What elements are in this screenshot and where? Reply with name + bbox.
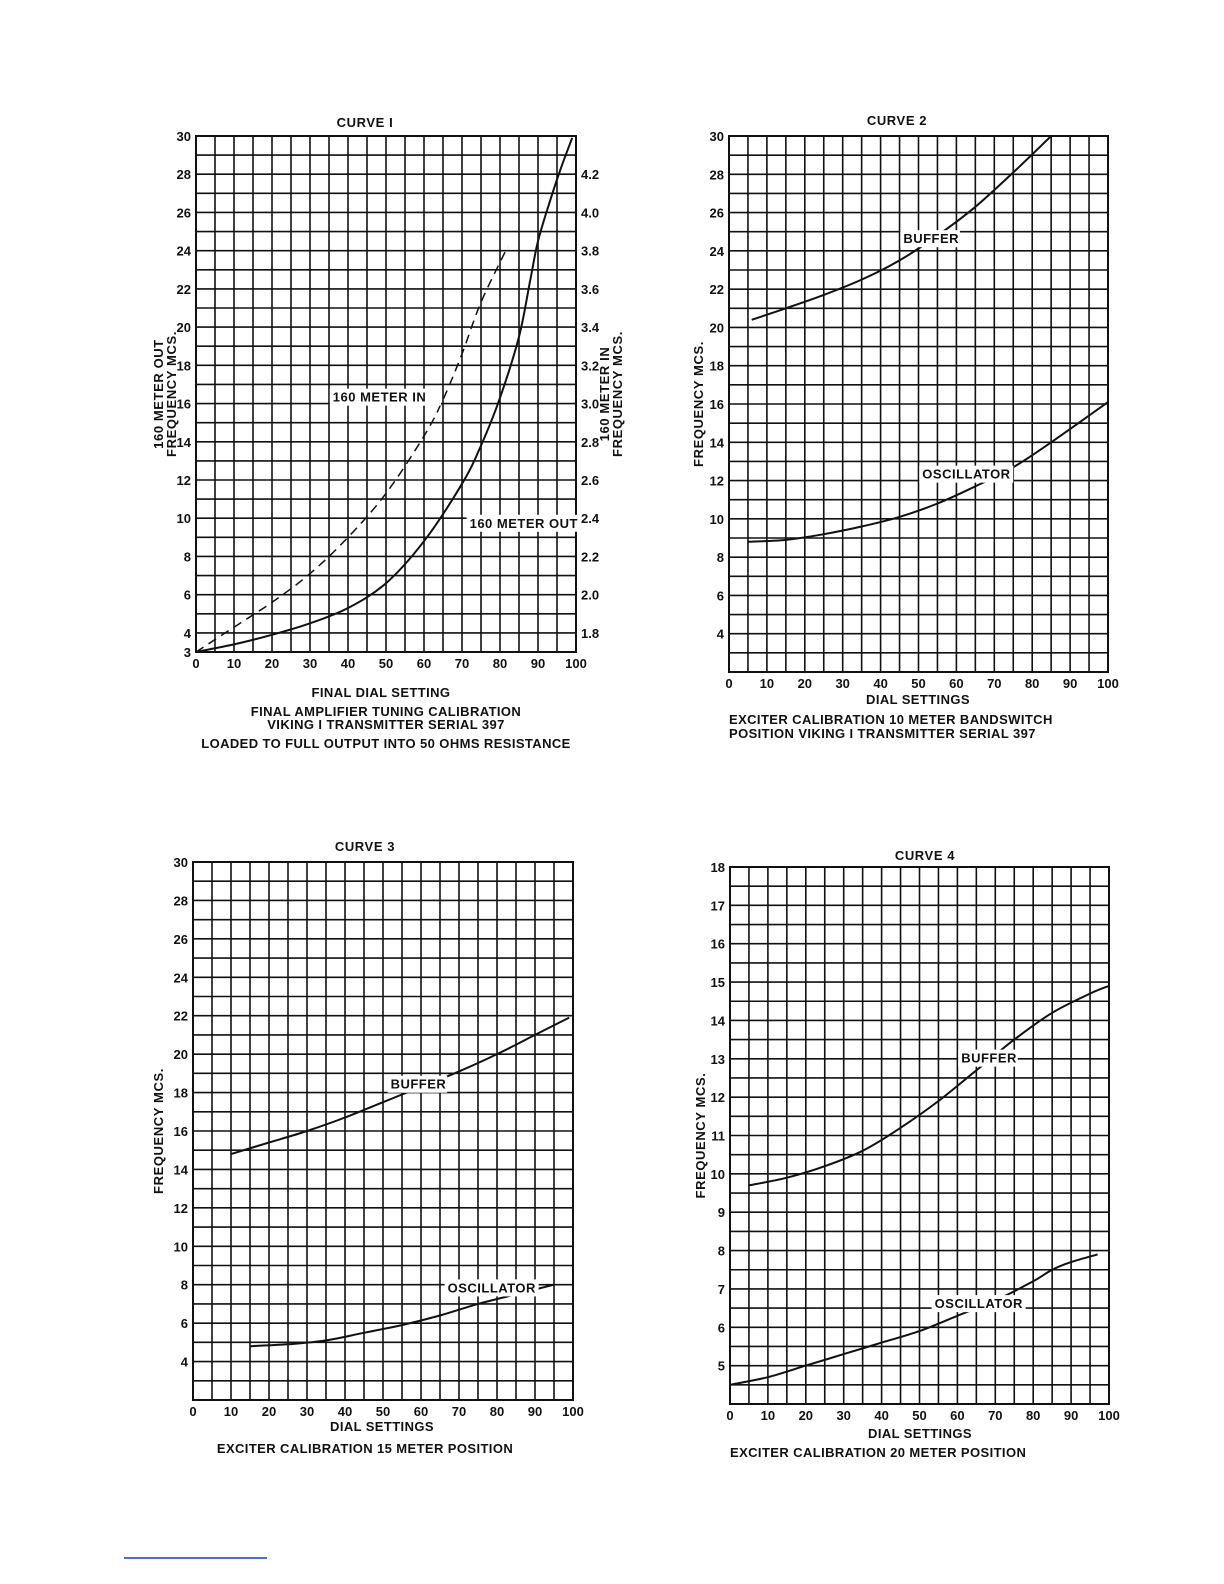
x-axis-label: DIAL SETTINGS [866, 692, 970, 707]
x-tick-label: 10 [223, 1404, 239, 1419]
y-tick-label: 14 [709, 435, 724, 451]
y-right-tick-label: 4.2 [581, 167, 600, 183]
y-tick-label: 4 [183, 625, 191, 641]
y-tick-label: 30 [709, 129, 724, 144]
x-tick-label: 30 [302, 656, 318, 671]
y-tick-label: 8 [180, 1277, 188, 1293]
x-tick-label: 90 [1063, 1408, 1079, 1423]
y-tick-label: 8 [717, 1243, 725, 1259]
y-right-tick-label: 3.4 [581, 320, 600, 336]
x-tick-label: 80 [1024, 676, 1040, 691]
x-tick-label: 90 [530, 656, 546, 671]
y-right-tick-label: 2.8 [581, 434, 600, 450]
series-label-oscillator: OSCILLATOR [934, 1296, 1023, 1312]
x-tick-label: 10 [760, 1408, 776, 1423]
y-axis [711, 860, 726, 1374]
series-label-160-meter-out: 160 METER OUT [469, 515, 578, 531]
x-tick-label: 100 [1097, 676, 1119, 691]
y-axis-label-line: FREQUENCY MCS. [693, 1072, 708, 1199]
y-tick-label: 14 [710, 1013, 725, 1029]
y-tick-label: 5 [717, 1358, 725, 1374]
y-right-tick-label: 2.4 [581, 511, 600, 527]
x-tick-label: 70 [988, 1408, 1003, 1423]
footer-rule [124, 1557, 267, 1559]
caption-line: EXCITER CALIBRATION 15 METER POSITION [216, 1441, 514, 1456]
x-tick-label: 80 [489, 1404, 505, 1419]
y-tick-label: 12 [176, 473, 191, 488]
y-tick-label: 4 [716, 626, 724, 642]
y-tick-label: 20 [173, 1047, 188, 1063]
x-tick-label: 10 [759, 676, 775, 691]
x-tick-label: 60 [413, 1404, 429, 1419]
y-tick-label: 18 [710, 860, 725, 875]
x-tick-label: 50 [375, 1404, 391, 1419]
figure-caption [730, 1445, 1026, 1460]
y-tick-label: 24 [173, 970, 188, 986]
y-right-tick-label: 3.2 [581, 358, 600, 374]
series-label-160-meter-in: 160 METER IN [332, 389, 427, 405]
x-tick-label: 70 [451, 1404, 467, 1419]
y-right-tick-label: 3.8 [581, 243, 600, 259]
x-tick-label: 0 [726, 1408, 734, 1423]
caption-line: POSITION VIKING I TRANSMITTER SERIAL 397 [729, 726, 1036, 741]
x-tick-label: 90 [1062, 676, 1078, 691]
x-tick-label: 50 [378, 656, 394, 671]
x-tick-label: 100 [562, 1404, 584, 1419]
series-label-buffer: BUFFER [390, 1076, 447, 1092]
caption-line: EXCITER CALIBRATION 10 METER BANDSWITCH [729, 712, 1053, 727]
y-tick-label: 10 [710, 1166, 725, 1182]
y-tick-label: 22 [173, 1008, 188, 1024]
caption-line: LOADED TO FULL OUTPUT INTO 50 OHMS RESISTANCE [201, 736, 571, 751]
y-tick-label: 11 [711, 1128, 725, 1144]
y-tick-label: 20 [176, 320, 191, 336]
y-axis-label [693, 1073, 708, 1199]
y-tick-label: 18 [173, 1085, 188, 1101]
x-tick-label: 60 [950, 1408, 965, 1423]
y-tick-label: 26 [709, 205, 724, 221]
x-axis-label: DIAL SETTINGS [868, 1426, 972, 1441]
y-tick-label: 30 [176, 129, 191, 144]
caption-line: VIKING I TRANSMITTER SERIAL 397 [267, 717, 505, 732]
chart-title: CURVE 3 [334, 839, 396, 854]
y-tick-label: 6 [183, 587, 191, 603]
x-tick-label: 80 [1025, 1408, 1041, 1423]
y-axis-label-line: FREQUENCY MCS. [691, 341, 706, 467]
y-tick-label: 6 [717, 1320, 725, 1336]
y-right-tick-label: 1.8 [581, 625, 600, 641]
y-tick-label: 26 [173, 931, 188, 947]
x-tick-label: 0 [725, 676, 733, 691]
chart-title: CURVE 4 [894, 848, 956, 863]
y-tick-label: 6 [716, 588, 724, 604]
x-tick-label: 0 [189, 1404, 197, 1419]
x-tick-label: 90 [527, 1404, 543, 1419]
y-tick-label: 16 [173, 1124, 188, 1139]
x-tick-label: 0 [192, 656, 200, 671]
y-tick-label: 18 [176, 358, 191, 374]
y-tick-label: 22 [709, 282, 724, 298]
y-axis-label-line: FREQUENCY MCS. [151, 1068, 166, 1194]
x-tick-label: 30 [299, 1404, 315, 1419]
y-tick-label: 20 [709, 320, 724, 336]
y-tick-label: 12 [173, 1200, 188, 1216]
caption-line: FINAL AMPLIFIER TUNING CALIBRATION [250, 704, 522, 719]
x-tick-label: 70 [454, 656, 470, 671]
y-tick-label: 24 [709, 243, 724, 259]
x-axis-label: DIAL SETTINGS [330, 1419, 434, 1434]
y-right-tick-label: 4.0 [581, 205, 600, 221]
series-label-oscillator: OSCILLATOR [922, 466, 1011, 482]
series-label-buffer: BUFFER [903, 231, 960, 247]
y-tick-label: 3 [183, 645, 191, 660]
y-tick-label: 8 [183, 549, 191, 565]
y-right-tick-label: 3.0 [581, 396, 600, 412]
y-tick-label: 30 [173, 855, 188, 870]
y-tick-label: 12 [710, 1090, 725, 1106]
x-tick-label: 30 [835, 676, 850, 691]
y-tick-label: 26 [176, 205, 191, 221]
y-tick-label: 10 [173, 1239, 188, 1255]
chart-title: CURVE I [336, 115, 394, 130]
x-tick-label: 50 [912, 1408, 927, 1423]
y-tick-label: 16 [709, 397, 724, 412]
chart-title: CURVE 2 [866, 113, 928, 128]
caption-line: EXCITER CALIBRATION 20 METER POSITION [730, 1445, 1027, 1460]
y-tick-label: 16 [710, 936, 725, 952]
x-tick-label: 60 [416, 656, 432, 671]
y-right-tick-label: 2.0 [581, 587, 600, 603]
x-tick-label: 100 [565, 656, 587, 671]
x-tick-label: 40 [873, 676, 888, 691]
y-tick-label: 28 [173, 893, 188, 909]
x-tick-label: 70 [987, 676, 1002, 691]
y-tick-label: 18 [709, 358, 724, 374]
y-tick-label: 10 [709, 511, 724, 527]
y-right-tick-label: 2.2 [581, 549, 600, 565]
x-tick-label: 10 [226, 656, 242, 671]
x-tick-label: 20 [797, 676, 813, 691]
y-tick-label: 15 [710, 975, 725, 991]
series-label-buffer: BUFFER [961, 1050, 1017, 1066]
y-tick-label: 13 [710, 1051, 725, 1067]
x-tick-label: 60 [949, 676, 964, 691]
y-tick-label: 10 [176, 511, 191, 527]
y-tick-label: 12 [709, 473, 724, 489]
y-tick-label: 17 [710, 898, 725, 914]
x-tick-label: 100 [1098, 1408, 1120, 1423]
x-tick-label: 50 [911, 676, 926, 691]
y-axis-label-line: 160 METER OUT [151, 339, 166, 449]
x-axis [726, 1408, 1119, 1423]
x-tick-label: 40 [337, 1404, 353, 1419]
y-tick-label: 14 [176, 434, 191, 450]
x-axis-label: FINAL DIAL SETTING [311, 685, 451, 700]
y-tick-label: 16 [176, 396, 191, 412]
x-tick-label: 20 [264, 656, 280, 671]
y-tick-label: 14 [173, 1162, 188, 1178]
y-tick-label: 28 [709, 167, 724, 183]
y-tick-label: 7 [717, 1281, 725, 1297]
x-tick-label: 20 [798, 1408, 814, 1423]
x-tick-label: 40 [874, 1408, 889, 1423]
series-label-oscillator: OSCILLATOR [447, 1280, 536, 1296]
y-axis-right-label-line: FREQUENCY MCS. [610, 331, 625, 457]
x-tick-label: 40 [340, 656, 356, 671]
y-tick-label: 22 [176, 281, 191, 297]
y-tick-label: 8 [716, 550, 724, 566]
y-tick-label: 24 [176, 243, 191, 259]
y-right-tick-label: 2.6 [581, 473, 600, 488]
y-tick-label: 9 [717, 1205, 725, 1221]
y-axis-right-label-line: 160 METER IN [597, 346, 612, 442]
x-tick-label: 80 [492, 656, 508, 671]
y-right-tick-label: 3.6 [581, 281, 600, 297]
y-tick-label: 4 [180, 1354, 188, 1370]
grid [730, 867, 1109, 1404]
y-axis-label-line: FREQUENCY MCS. [164, 331, 179, 457]
x-tick-label: 20 [261, 1404, 277, 1419]
y-tick-label: 28 [176, 167, 191, 183]
y-tick-label: 6 [180, 1316, 188, 1332]
x-tick-label: 30 [836, 1408, 851, 1423]
